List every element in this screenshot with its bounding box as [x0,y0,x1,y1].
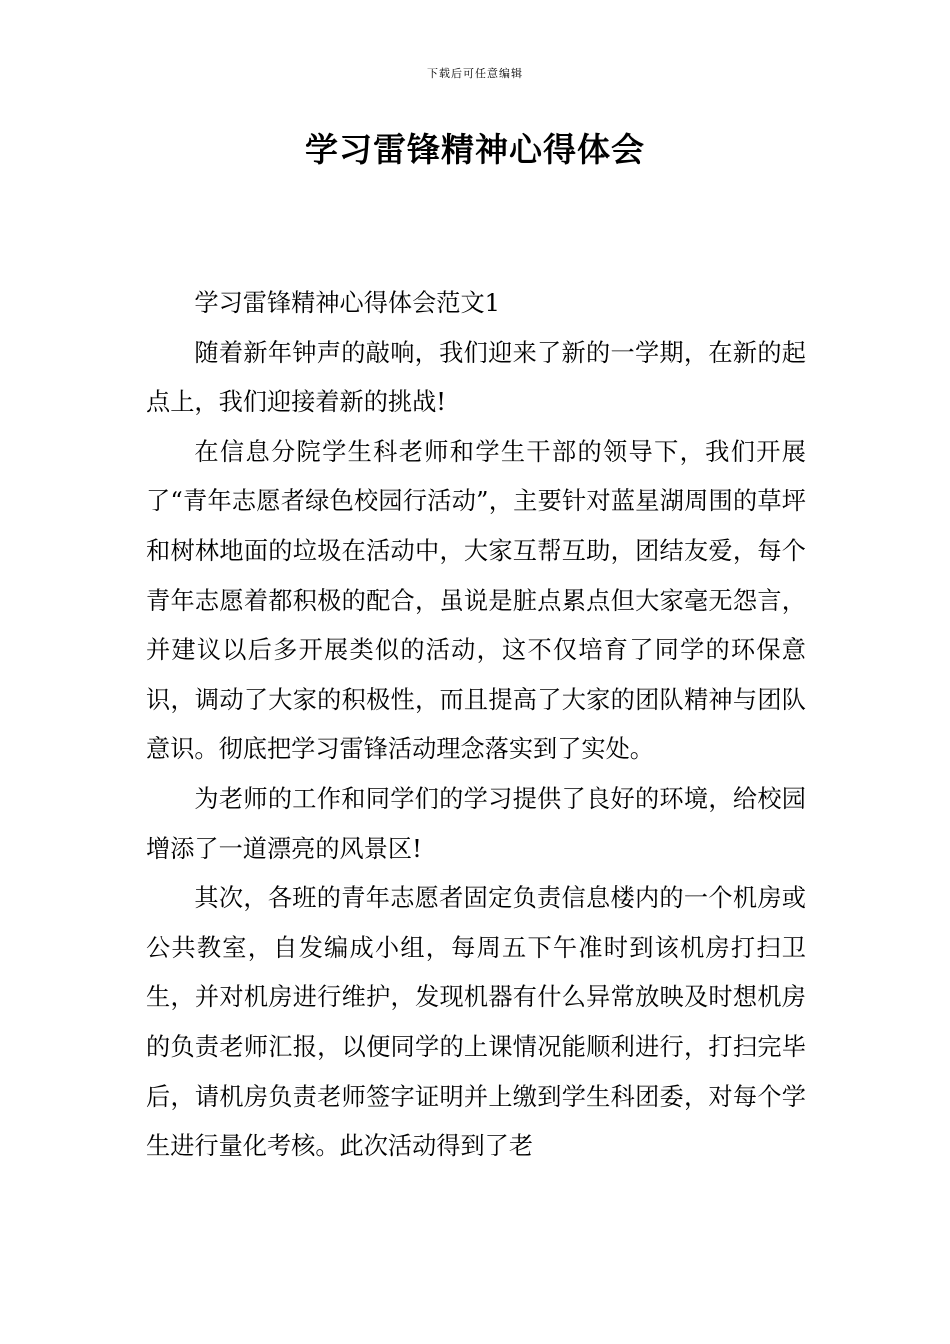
document-title: 学习雷锋精神心得体会 [305,130,645,169]
paragraph: 为老师的工作和同学们的学习提供了良好的环境，给校园增添了一道漂亮的风景区! [146,784,806,863]
section-heading: 学习雷锋精神心得体会范文1 [194,289,501,317]
paragraph: 随着新年钟声的敲响，我们迎来了新的一学期，在新的起点上，我们迎接着新的挑战! [146,338,806,417]
document-body [146,279,806,1172]
paragraph: 在信息分院学生科老师和学生干部的领导下，我们开展了“青年志愿者绿色校园行活动”，主要针对蓝星湖周围的草坪和树林地面的垃圾在活动中，大家互帮互助，团结友爱，每个青年志愿着都积极的配合，虽说是脏点累点但大家毫无怨言，并建议以后多开展类似的活动，这不仅培育了同学的环保意识，调动了大家的积极性，而且提高了大家的团队精神与团队意识。彻底把学习雷锋活动理念落实到了实处。 [146,437,806,764]
paragraph: 其次，各班的青年志愿者固定负责信息楼内的一个机房或公共教室，自发编成小组，每周五下午准时到该机房打扫卫生，并对机房进行维护，发现机器有什么异常放映及时想机房的负责老师汇报，以便同学的上课情况能顺利进行，打扫完毕后，请机房负责老师签字证明并上缴到学生科团委，对每个学生进行量化考核。此次活动得到了老 [146,884,806,1161]
header-note: 下载后可任意编辑 [427,67,523,80]
